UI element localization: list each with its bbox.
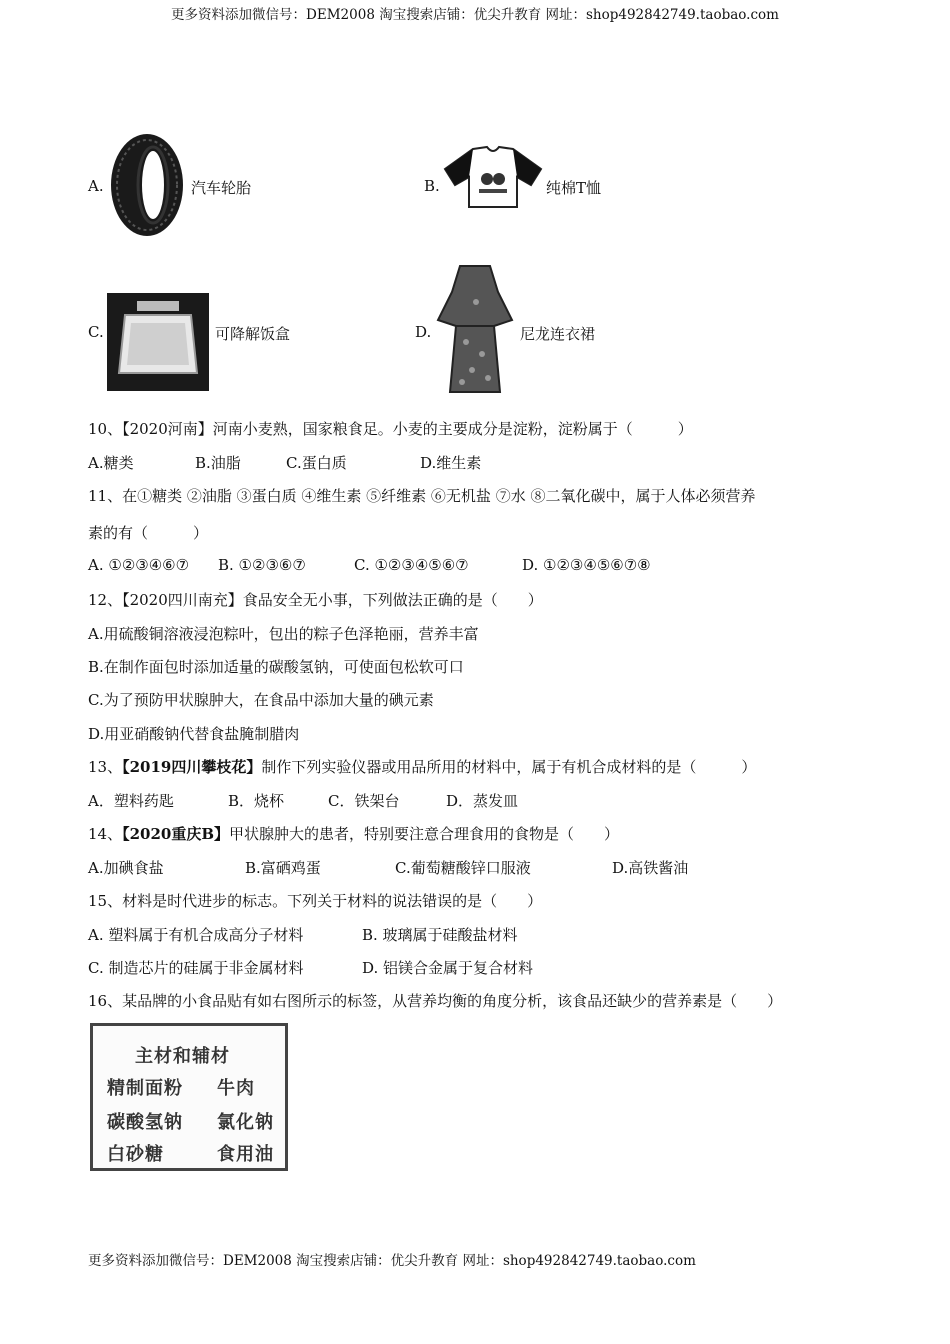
food-label-item: 牛肉 xyxy=(217,1078,255,1099)
food-label-item: 碳酸氢钠 xyxy=(107,1112,183,1133)
q9-option-c-text: 可降解饭盒 xyxy=(215,325,291,343)
q16-stem: 16、某品牌的小食品贴有如右图所示的标签，从营养均衡的角度分析，该食品还缺少的营养素是（ ） xyxy=(88,992,783,1010)
q14-num: 14、 xyxy=(88,825,123,843)
q9-option-c-letter: C. xyxy=(88,323,104,341)
q10-option-a: A.糖类 xyxy=(88,454,134,472)
lunchbox-icon xyxy=(107,293,209,391)
tshirt-icon xyxy=(443,143,543,209)
q15-option-c: C. 制造芯片的硅属于非金属材料 xyxy=(88,959,304,977)
q14-stem: 甲状腺肿大的患者，特别要注意合理食用的食物是（ ） xyxy=(229,825,620,843)
question-10 xyxy=(88,418,693,439)
q12-option-a: A.用硫酸铜溶液浸泡粽叶，包出的粽子色泽艳丽，营养丰富 xyxy=(88,625,479,643)
q12-num: 12、 xyxy=(88,591,123,609)
q14-option-c: C.葡萄糖酸锌口服液 xyxy=(395,859,531,877)
q12-stem: 食品安全无小事，下列做法正确的是（ ） xyxy=(242,591,543,609)
q9-option-b-text: 纯棉T恤 xyxy=(546,179,602,197)
q11-option-b: B. ①②③⑥⑦ xyxy=(218,556,306,574)
q13-option-b: B．烧杯 xyxy=(228,792,285,810)
q9-option-a-letter: A. xyxy=(88,177,104,195)
q12-option-b: B.在制作面包时添加适量的碳酸氢钠，可使面包松软可口 xyxy=(88,658,464,676)
q9-option-b-letter: B. xyxy=(424,177,440,195)
q13-num: 13、 xyxy=(88,758,123,776)
food-label-item: 精制面粉 xyxy=(107,1078,183,1099)
q12-source: 【2020四川南充】 xyxy=(122,591,243,609)
q15-option-a: A. 塑料属于有机合成高分子材料 xyxy=(88,926,304,944)
q13-source: 【2019四川攀枝花】 xyxy=(122,758,262,776)
q10-stem: 河南小麦熟，国家粮食足。小麦的主要成分是淀粉，淀粉属于（ ） xyxy=(212,420,693,438)
q15-stem: 15、材料是时代进步的标志。下列关于材料的说法错误的是（ ） xyxy=(88,892,543,910)
q14-option-b: B.富硒鸡蛋 xyxy=(245,859,321,877)
q13-option-c: C．铁架台 xyxy=(328,792,400,810)
question-14 xyxy=(88,823,619,844)
food-label-item: 氯化钠 xyxy=(217,1112,274,1133)
q15-option-b: B. 玻璃属于硅酸盐材料 xyxy=(362,926,518,944)
q9-option-d-text: 尼龙连衣裙 xyxy=(520,325,596,343)
q13-option-d: D．蒸发皿 xyxy=(446,792,519,810)
q13-option-a: A．塑料药匙 xyxy=(88,792,174,810)
q9-option-a-text: 汽车轮胎 xyxy=(191,179,252,197)
dress-icon xyxy=(432,262,518,396)
q10-num: 10、 xyxy=(88,420,123,438)
q10-option-d: D.维生素 xyxy=(420,454,482,472)
q10-source: 【2020河南】 xyxy=(122,420,213,438)
food-label-image xyxy=(90,1023,288,1171)
q12-option-c: C.为了预防甲状腺肿大，在食品中添加大量的碘元素 xyxy=(88,691,434,709)
page-header: 更多资料添加微信号：DEM2008 淘宝搜索店铺：优尖升教育 网址：shop492842749.taobao.com xyxy=(171,7,779,23)
food-label-title: 主材和辅材 xyxy=(135,1046,230,1067)
q14-option-d: D.高铁酱油 xyxy=(612,859,689,877)
food-label-item: 食用油 xyxy=(217,1144,274,1165)
q15-option-d: D. 铝镁合金属于复合材料 xyxy=(362,959,534,977)
q11-stem-line-2: 素的有（ ） xyxy=(88,524,209,542)
page-footer: 更多资料添加微信号：DEM2008 淘宝搜索店铺：优尖升教育 网址：shop492842749.taobao.com xyxy=(88,1253,696,1269)
q11-stem-line-1: 11、在①糖类 ②油脂 ③蛋白质 ④维生素 ⑤纤维素 ⑥无机盐 ⑦水 ⑧二氧化碳中，属于人体必须营养 xyxy=(88,487,756,505)
q14-source: 【2020重庆B】 xyxy=(122,825,230,843)
q10-option-b: B.油脂 xyxy=(195,454,241,472)
q11-option-a: A. ①②③④⑥⑦ xyxy=(88,556,190,574)
q11-option-d: D. ①②③④⑤⑥⑦⑧ xyxy=(522,556,651,574)
q12-option-d: D.用亚硝酸钠代替食盐腌制腊肉 xyxy=(88,725,300,743)
q14-option-a: A.加碘食盐 xyxy=(88,859,164,877)
q11-option-c: C. ①②③④⑤⑥⑦ xyxy=(354,556,469,574)
question-13 xyxy=(88,756,756,777)
q9-option-d-letter: D. xyxy=(415,323,432,341)
tire-icon xyxy=(106,132,188,238)
food-label-item: 白砂糖 xyxy=(107,1144,164,1165)
q13-stem: 制作下列实验仪器或用品所用的材料中，属于有机合成材料的是（ ） xyxy=(261,758,757,776)
question-12 xyxy=(88,589,543,610)
q10-option-c: C.蛋白质 xyxy=(286,454,347,472)
